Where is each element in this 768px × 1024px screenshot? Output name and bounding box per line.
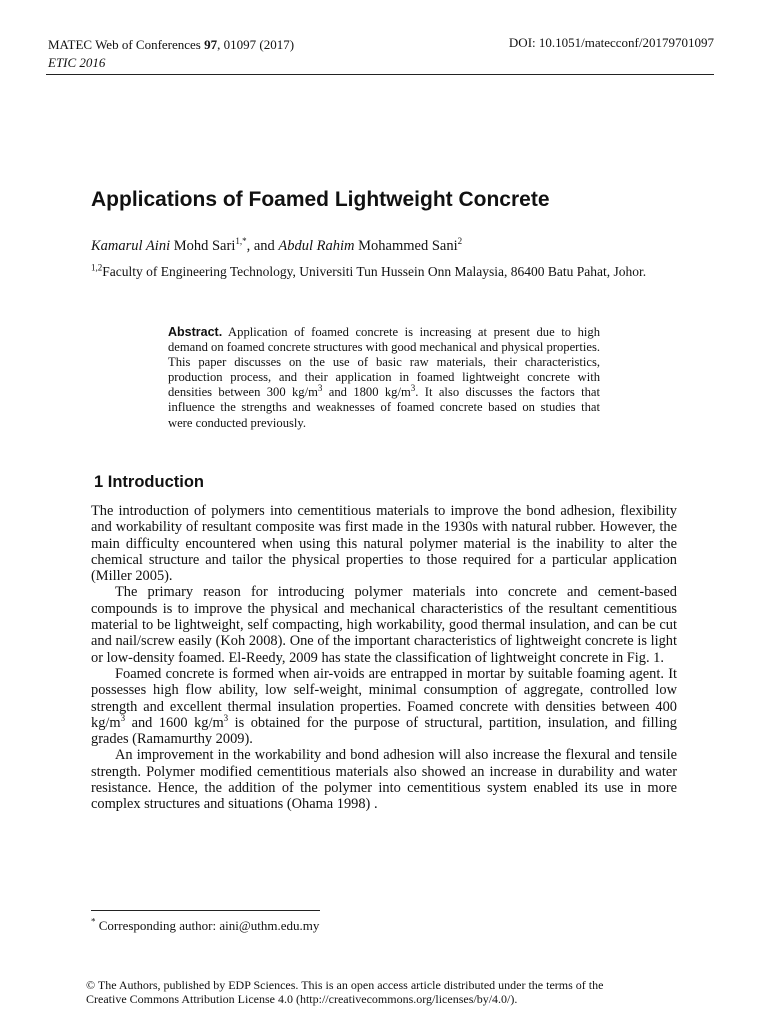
author-2-sup: 2 <box>457 236 463 247</box>
license-notice <box>86 978 694 1006</box>
doi-label: DOI: 10.1051/matecconf/20179701097 <box>508 35 714 50</box>
conference-name: ETIC 2016 <box>48 55 106 70</box>
volume-number: 97 <box>204 37 218 52</box>
section-heading: 1 Introduction <box>94 473 204 491</box>
author-1-family: Mohd Sari <box>170 238 236 254</box>
abstract-block: Abstract. Application of foamed concrete is increasing at present due to high demand on foamed concrete structures with good mechanical and physical properties. This paper discusses on the use of basic raw materials, their characteristics, production process, and their application in foamed lightweight concrete with densities between 300 $kg/m^3$ and 1800 $kg/m^3$. It also discusses the factors that influence the strengths and weaknesses of foamed concrete based on studies that were conducted previously. <box>168 325 600 430</box>
footnote: * Corresponding author: aini@uthm.edu.my <box>91 916 320 933</box>
license-line-1: © The Authors, published by EDP Sciences. This is an open access article distributed under the terms of the <box>86 978 604 992</box>
author-1-sup: 1,* <box>235 236 247 247</box>
author-2-family: Mohammed Sani <box>354 238 458 254</box>
license-line-2: Creative Commons Attribution License 4.0 (http://creativecommons.org/licenses/by/4.0/). <box>86 992 518 1006</box>
author-line: Kamarul Aini Mohd Sari$^{1,*}$, and Abdul Rahim Mohammed Sani$^2$ <box>91 236 463 254</box>
paper-title: Applications of Foamed Lightweight Concrete <box>91 188 550 211</box>
body-text <box>91 503 677 813</box>
footnote-rule <box>91 910 320 911</box>
running-header-left <box>48 36 294 72</box>
author-2-given: Abdul Rahim <box>278 238 355 254</box>
paragraph-3: Foamed concrete is formed when air-voids are entrapped in mortar by suitable foaming agent. It possesses high flow ability, low self-weight, minimal consumption of aggregate, controlled low strength and excellent thermal insulation properties. Foamed concrete with densities between 400 $kg/m^3$ and 1600 $kg/m^3$ is obtained for the purpose of structural, partition, insulation, and filling grades (Ramamurthy 2009). <box>91 665 678 748</box>
abstract-label: Abstract. <box>168 325 223 339</box>
header-rule <box>46 74 714 75</box>
journal-citation: MATEC Web of Conferences 97, 01097 (2017) <box>48 37 295 52</box>
author-1-given: Kamarul Aini <box>91 238 171 254</box>
paragraph-4: An improvement in the workability and bond adhesion will also increase the flexural and tensile strength. Polymer modified cementitious materials also showed an increase in durability and water resistance. Hence, the addition of the polymer into cementitious system enabled its use in more complex structures and situations (Ohama 1998) . <box>91 747 677 813</box>
paragraph-2: The primary reason for introducing polymer materials into concrete and cement-based compounds is to improve the physical and mechanical characteristics of the resultant cementitious material to be lightweight, self compacting, high workability, good thermal insulation, and can be cut and nail/screw easily (Koh 2008). One of the important characteristics of lightweight concrete is light or low-density foamed. El-Reedy, 2009 has state the classification of lightweight concrete in Fig. 1. <box>91 584 677 666</box>
affiliation: $^{1,2}$Faculty of Engineering Technology, Universiti Tun Hussein Onn Malaysia, 86400 Batu Pahat, Johor. <box>91 262 647 279</box>
paragraph-1: The introduction of polymers into cementitious materials to improve the bond adhesion, flexibility and workability of resultant composite was first made in the 1930s with natural rubber. However, the main difficulty encountered when using this natural polymer material is the inability to alter the chemical structure and tailor the physical properties to those required for a particular application (Miller 2005). <box>91 503 677 585</box>
